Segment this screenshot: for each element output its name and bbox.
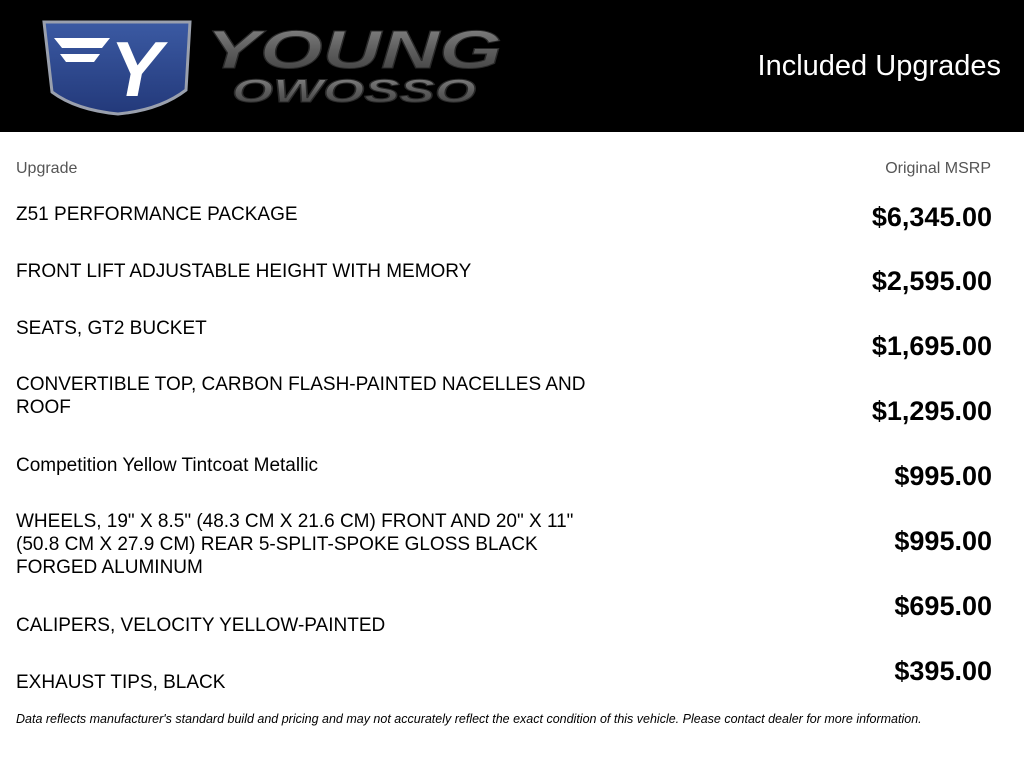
upgrade-name: FRONT LIFT ADJUSTABLE HEIGHT WITH MEMORY xyxy=(16,261,472,282)
upgrade-name: SEATS, GT2 BUCKET xyxy=(16,318,207,339)
upgrade-price: $995.00 xyxy=(894,461,992,491)
upgrade-name: EXHAUST TIPS, BLACK xyxy=(16,672,226,693)
upgrade-name: WHEELS, 19" X 8.5" (48.3 CM X 21.6 CM) FRONT AND 20" X 11" (50.8 CM X 27.9 CM) REAR 5-SPLIT-SPOKE GLOSS BLACK FORGED ALUMINUM xyxy=(16,511,574,578)
upgrade-price: $395.00 xyxy=(894,656,992,686)
column-header-msrp: Original MSRP xyxy=(885,160,991,177)
column-header-upgrade: Upgrade xyxy=(16,160,78,177)
disclaimer-text: Data reflects manufacturer's standard build and pricing and may not accurately reflect the exact condition of this vehicle. Please contact dealer for more information. xyxy=(16,712,922,726)
upgrade-name: CONVERTIBLE TOP, CARBON FLASH-PAINTED NACELLES AND ROOF xyxy=(16,374,586,418)
upgrade-price: $695.00 xyxy=(894,591,992,621)
logo-text-owosso: OWOSSO xyxy=(232,73,477,109)
upgrade-name: Z51 PERFORMANCE PACKAGE xyxy=(16,204,298,225)
logo-mark: Y xyxy=(109,25,163,113)
dealer-logo xyxy=(40,18,510,118)
logo-text-young: YOUNG xyxy=(206,20,502,80)
upgrade-price: $6,345.00 xyxy=(871,202,992,232)
upgrade-price: $2,595.00 xyxy=(871,266,992,296)
upgrade-price: $1,695.00 xyxy=(871,331,992,361)
upgrade-name: Competition Yellow Tintcoat Metallic xyxy=(16,455,319,476)
upgrade-price: $995.00 xyxy=(894,526,992,556)
upgrade-price: $1,295.00 xyxy=(871,396,992,426)
page-title: Included Upgrades xyxy=(757,50,1001,82)
header-banner xyxy=(0,0,1024,132)
upgrade-name: CALIPERS, VELOCITY YELLOW-PAINTED xyxy=(16,615,386,636)
